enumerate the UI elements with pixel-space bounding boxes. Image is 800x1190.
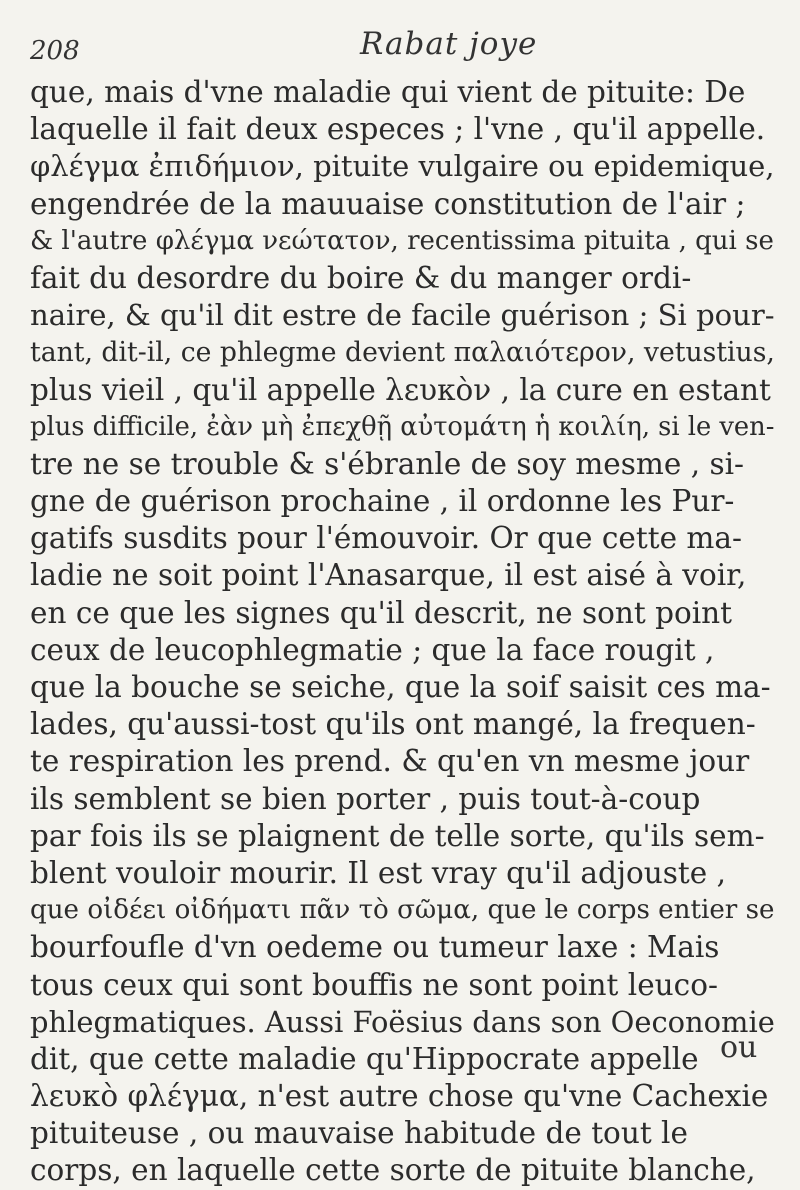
text-line: corps, en laquelle cette sorte de pituite blanche, [30,1153,756,1188]
text-line: ladie ne soit point l'Anasarque, il est aisé à voir, [30,558,747,593]
catchword: ou [720,1030,758,1065]
text-line: & l'autre φλέγμα νεώτατον, recentissima pituita , qui se [30,225,774,256]
running-title: Rabat joye [360,26,538,62]
page-header [30,22,770,76]
text-line: blent vouloir mourir. Il est vray qu'il adjouste , [30,855,726,890]
text-line: ceux de leucophlegmatie ; que la face rougit , [30,632,715,667]
text-line: plus difficile, ἐὰν μὴ ἐπεχθῇ αὐτομάτη ἡ κοιλίη, si le ven- [30,411,775,442]
text-line: bourfoufle d'vn oedeme ou tumeur laxe : Mais [30,930,720,965]
text-line: gne de guérison prochaine , il ordonne les Pur- [30,484,735,519]
text-line: ils semblent se bien porter , puis tout-à-coup [30,781,701,816]
text-line: fait du desordre du boire & du manger ordi- [30,260,692,295]
text-line: dit, que cette maladie qu'Hippocrate appelle [30,1041,699,1076]
text-line: te respiration les prend. & qu'en vn mesme jour [30,744,750,779]
text-line: λευκὸ φλέγμα, n'est autre chose qu'vne Cachexie [30,1079,769,1114]
text-line: tant, dit-il, ce phlegme devient παλαιότερον, vetustius, [30,337,775,369]
text-line: gatifs susdits pour l'émouvoir. Or que cette ma- [30,521,742,556]
text-line: engendrée de la mauuaise constitution de l'air ; [30,186,746,221]
text-line: naire, & qu'il dit estre de facile guérison ; Si pour- [30,298,775,333]
text-line: phlegmatiques. Aussi Foësius dans son Oeconomie [30,1004,775,1039]
text-line: φλέγμα ἐπιδήμιον, pituite vulgaire ou epidemique, [30,149,775,184]
text-line: par fois ils se plaignent de telle sorte, qu'ils sem- [30,818,765,853]
page-number: 208 [30,36,80,66]
text-line: tous ceux qui sont bouffis ne sont point leuco- [30,967,718,1002]
text-line: lades, qu'aussi-tost qu'ils ont mangé, la frequen- [30,707,756,742]
text-line: pituiteuse , ou mauvaise habitude de tout le [30,1116,688,1151]
text-line: que la bouche se seiche, que la soif saisit ces ma- [30,670,771,704]
text-line: laquelle il fait deux especes ; l'vne , qu'il appelle. [30,112,766,147]
body-text [30,74,775,1190]
text-line: tre ne se trouble & s'ébranle de soy mesme , si- [30,446,744,481]
text-line: en ce que les signes qu'il descrit, ne sont point [30,595,733,630]
text-line: que, mais d'vne maladie qui vient de pituite: De [30,75,746,109]
text-line: plus vieil , qu'il appelle λευκὸν , la cure en estant [30,372,771,407]
text-line: que οἰδέει οἰδήματι πᾶν τὸ σῶμα, que le corps entier se [30,895,775,926]
